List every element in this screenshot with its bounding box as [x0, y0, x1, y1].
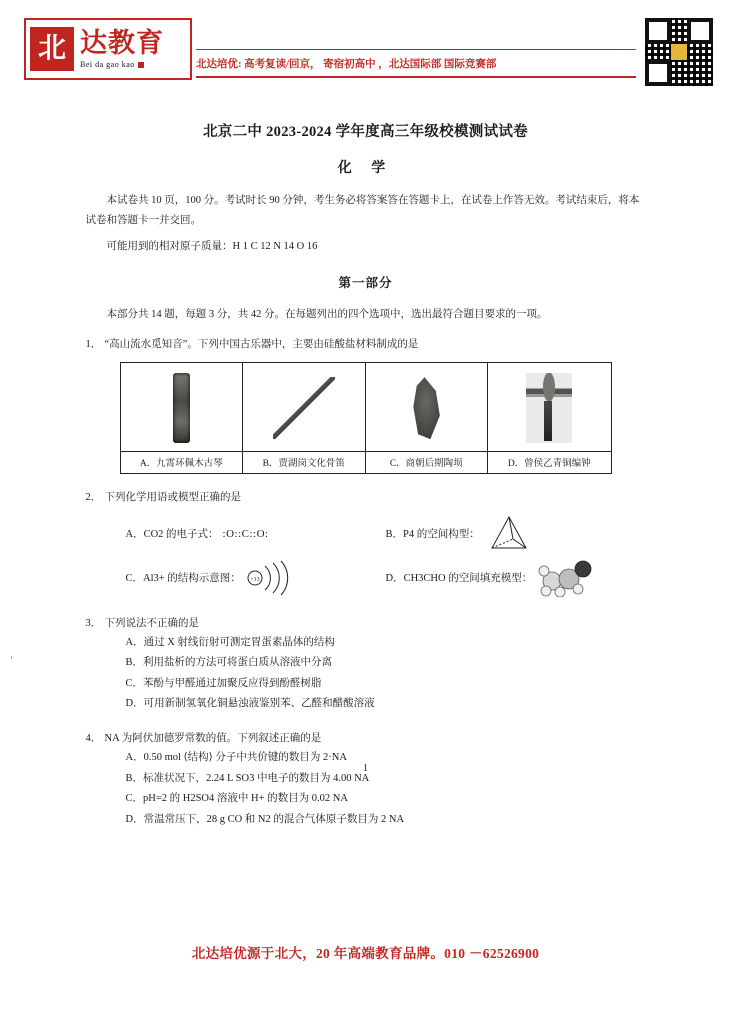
- option-b[interactable]: B．利用盐析的方法可将蛋白质从溶液中分离: [125, 657, 333, 669]
- question-3-number: 3．: [85, 617, 102, 629]
- question-2-number: 2．: [85, 492, 102, 504]
- logo-pinyin: [80, 61, 164, 69]
- option-b-label: B．P4 的空间构型：: [385, 529, 480, 541]
- option-a[interactable]: [121, 363, 244, 473]
- page-header: [0, 8, 731, 86]
- page-title: 北京二中 2023-2024 学年度高三年级校模测试试卷: [203, 124, 528, 140]
- question-4: [86, 729, 646, 748]
- margin-mark: ’: [10, 655, 13, 665]
- question-2-row-2: [126, 556, 646, 600]
- option-a[interactable]: [126, 526, 386, 541]
- header-divider-bottom: [196, 76, 636, 78]
- question-1-number: 1．: [85, 338, 102, 350]
- question-3-stem: 下列说法不正确的是: [104, 617, 199, 629]
- logo-square-icon: [138, 62, 144, 68]
- document-body: [0, 104, 731, 830]
- option-a[interactable]: A．0.50 mol ⟨结构⟩ 分子中共价键的数目为 2·NA: [125, 752, 347, 764]
- footer-advertisement: 北达培优源于北大，20 年高端教育品牌。010 －62526900: [191, 946, 540, 961]
- question-4-number: 4．: [85, 732, 102, 744]
- question-3: [86, 614, 646, 633]
- qr-center-icon: [671, 44, 687, 60]
- intro-paragraph-2: 可能用到的相对原子质量：H 1 C 12 N 14 O 16: [106, 240, 318, 252]
- qr-corner-icon: [687, 18, 713, 44]
- header-banner-text: 北达培优: 高考复读/回京， 寄宿初高中 ，北达国际部 国际竞赛部: [196, 59, 497, 70]
- option-c[interactable]: C．pH=2 的 H2SO4 溶液中 H+ 的数目为 0.02 NA: [125, 793, 348, 805]
- logo-chinese-name: 达教育: [80, 27, 164, 58]
- svg-text:+13: +13: [250, 576, 260, 583]
- pottery-xun-image: [368, 369, 486, 447]
- question-1-options-table: [120, 362, 612, 474]
- option-d[interactable]: [386, 559, 646, 597]
- p4-tetrahedron-icon: [486, 514, 532, 554]
- co2-lewis-structure-icon: :O::C::O:: [222, 527, 269, 540]
- option-d-label: D．曾侯乙青铜编钟: [488, 451, 611, 473]
- section-intro: 本部分共 14 题，每题 3 分，共 42 分。在每题列出的四个选项中，选出最符合题目要求的一项。: [106, 308, 548, 320]
- question-1-stem: “高山流水觅知音”。下列中国古乐器中，主要由硅酸盐材料制成的是: [104, 338, 419, 350]
- header-divider-top: [196, 49, 636, 50]
- guqin-image: [123, 369, 241, 447]
- question-4-stem: NA 为阿伏加德罗常数的值。下列叙述正确的是: [104, 732, 322, 744]
- option-c-label: C．商朝后期陶埙: [366, 451, 488, 473]
- intro-paragraph-1: 本试卷共 10 页，100 分。考试时长 90 分钟，考生务必将答案答在答题卡上，在试卷上作答无效。考试结束后，将本试卷和答题卡一并交回。: [85, 195, 640, 226]
- qr-code-icon: [645, 18, 713, 86]
- option-c[interactable]: C．苯酚与甲醛通过加聚反应得到酚醛树脂: [125, 677, 322, 689]
- option-a[interactable]: A．通过 X 射线衍射可测定胃蛋素晶体的结构: [125, 637, 335, 649]
- question-2-stem: 下列化学用语或模型正确的是: [104, 492, 241, 504]
- option-b[interactable]: B．标准状况下，2.24 L SO3 中电子的数目为 4.00 NA: [125, 772, 370, 784]
- option-c[interactable]: [366, 363, 489, 473]
- option-d-label: D．CH3CHO 的空间填充模型：: [385, 573, 533, 585]
- acetaldehyde-space-filling-model-icon: [538, 559, 600, 597]
- section-title: 第一部分: [338, 275, 393, 290]
- option-d[interactable]: [488, 363, 611, 473]
- question-2: [86, 488, 646, 507]
- option-b-label: B．贾湖岗文化骨笛: [243, 451, 365, 473]
- question-2-options: [86, 512, 646, 600]
- option-a-label: A．九霄环佩木古琴: [121, 451, 243, 473]
- qr-corner-icon: [645, 18, 671, 44]
- option-d[interactable]: D．可用新制氢氧化铜悬浊液鉴别苯、乙醛和醋酸溶液: [125, 698, 375, 710]
- option-b[interactable]: [243, 363, 366, 473]
- logo-seal-icon: 北: [30, 27, 74, 71]
- logo-pinyin-text: Bei da gao kao: [80, 59, 135, 69]
- question-2-row-1: [126, 512, 646, 556]
- aluminium-ion-shell-diagram-icon: [247, 558, 299, 598]
- option-c-label: C．Al3+ 的结构示意图：: [125, 573, 241, 585]
- question-1: [86, 335, 646, 354]
- option-b[interactable]: [386, 514, 646, 554]
- brand-logo: [24, 18, 192, 80]
- option-d[interactable]: D．常温常压下，28 g CO 和 N2 的混合气体原子数目为 2 NA: [125, 813, 405, 825]
- option-a-label: A．CO2 的电子式：: [125, 529, 219, 541]
- option-c[interactable]: [126, 558, 386, 598]
- logo-text: [80, 27, 164, 69]
- subject-title: 化 学: [337, 161, 394, 176]
- bronze-bell-image: [490, 369, 609, 447]
- bone-flute-image: [245, 369, 363, 447]
- qr-corner-icon: [645, 60, 671, 86]
- page-number: 1: [363, 763, 368, 774]
